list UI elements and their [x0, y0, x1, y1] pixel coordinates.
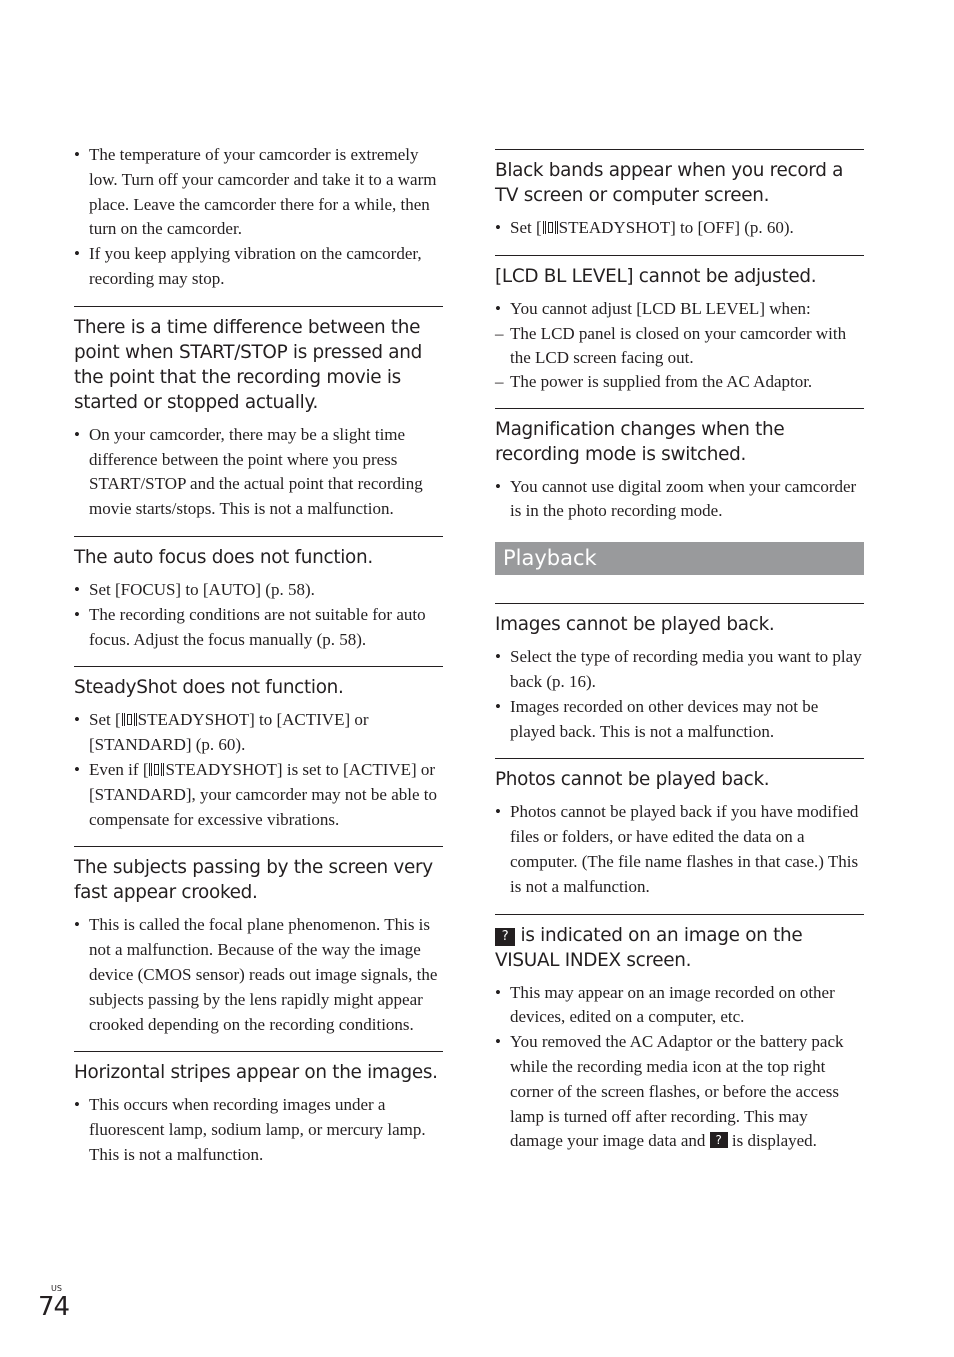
photos-playback-section [495, 759, 864, 913]
right-column [495, 149, 864, 1168]
list-item: – The LCD panel is closed on your camcorder with the LCD screen facing out. [495, 322, 864, 370]
playback-banner: Playback [495, 542, 864, 575]
magnification-section [495, 409, 864, 525]
list-item: • The recording conditions are not suitable for auto focus. Adjust the focus manually (p. 58). [74, 603, 443, 653]
black-bands-section [495, 150, 864, 255]
list-item: • This occurs when recording images under a fluorescent lamp, sodium lamp, or mercury lamp. This is not a malfunction. [74, 1093, 443, 1167]
section-heading: SteadyShot does not function. [74, 677, 344, 699]
list-item: • Set [ STEADYSHOT] to [OFF] (p. 60). [495, 216, 864, 241]
section-heading: The subjects passing by the screen very fast appear crooked. [74, 857, 433, 904]
list-item: • Set [ STEADYSHOT] to [ACTIVE] or [STANDARD] (p. 60). [74, 708, 443, 758]
auto-focus-section [74, 537, 443, 666]
time-diff-section [74, 307, 443, 536]
section-heading: Magnification changes when the recording mode is switched. [495, 418, 785, 465]
steadyshot-section [74, 667, 443, 846]
list-item: • You cannot adjust [LCD BL LEVEL] when: [495, 297, 864, 322]
left-column [74, 143, 443, 1182]
question-section [495, 915, 864, 1169]
intro-bullets [74, 143, 443, 292]
list-item: • If you keep applying vibration on the camcorder, recording may stop. [74, 242, 443, 292]
list-item: • You cannot use digital zoom when your camcorder is in the photo recording mode. [495, 475, 864, 525]
section-heading: ? is indicated on an image on the VISUAL INDEX screen. [495, 924, 803, 971]
film-frame-icon [543, 221, 558, 234]
section-heading: There is a time difference between the point when START/STOP is pressed and the point that the recording movie is started or stopped actually. [74, 316, 422, 413]
section-heading: [LCD BL LEVEL] cannot be adjusted. [495, 265, 817, 287]
intro-section [74, 143, 443, 306]
page-number: 74 [38, 1292, 70, 1322]
list-item: • Set [FOCUS] to [AUTO] (p. 58). [74, 578, 443, 603]
list-item: • The temperature of your camcorder is extremely low. Turn off your camcorder and take it to a warm place. Leave the camcorder there for a while, then turn on the camcorder. [74, 143, 443, 242]
section-heading: Images cannot be played back. [495, 614, 775, 636]
dash-list [495, 322, 864, 394]
film-frame-icon [149, 763, 164, 776]
crooked-section [74, 847, 443, 1051]
list-item: • Even if [ STEADYSHOT] is set to [ACTIVE] or [STANDARD], your camcorder may not be able to compensate for excessive vibrations. [74, 758, 443, 832]
question-mark-box-icon: ? [710, 1132, 728, 1148]
list-item: • This is called the focal plane phenomenon. This is not a malfunction. Because of the way the image device (CMOS sensor) reads out image signals, the subjects passing by the lens rapidly might appear crooked depending on the recording conditions. [74, 913, 443, 1037]
lcd-bl-section [495, 256, 864, 408]
film-frame-icon [122, 713, 137, 726]
list-item: – The power is supplied from the AC Adaptor. [495, 370, 864, 394]
question-mark-box-icon: ? [495, 928, 515, 946]
list-item: • On your camcorder, there may be a slight time difference between the point where you press START/STOP and the actual point that recording movie starts/stops. This is not a malfunction. [74, 423, 443, 522]
stripes-section [74, 1052, 443, 1181]
list-item: • You removed the AC Adaptor or the battery pack while the recording media icon at the top right corner of the screen flashes, or before the access lamp is turned off after recording. This may damage your image data and ? is displayed. [495, 1030, 864, 1154]
images-playback-section [495, 604, 864, 758]
list-item: • Photos cannot be played back if you have modified files or folders, or have edited the data on a computer. (The file name flashes in that case.) This is not a malfunction. [495, 800, 864, 899]
section-heading: Photos cannot be played back. [495, 769, 770, 791]
section-heading: Black bands appear when you record a TV screen or computer screen. [495, 160, 844, 206]
language-code: US [51, 1284, 62, 1293]
list-item: • Images recorded on other devices may not be played back. This is not a malfunction. [495, 695, 864, 745]
list-item: • This may appear on an image recorded on other devices, edited on a computer, etc. [495, 981, 864, 1031]
list-item: • Select the type of recording media you want to play back (p. 16). [495, 645, 864, 695]
section-heading: The auto focus does not function. [74, 546, 373, 568]
section-heading: Horizontal stripes appear on the images. [74, 1062, 438, 1084]
